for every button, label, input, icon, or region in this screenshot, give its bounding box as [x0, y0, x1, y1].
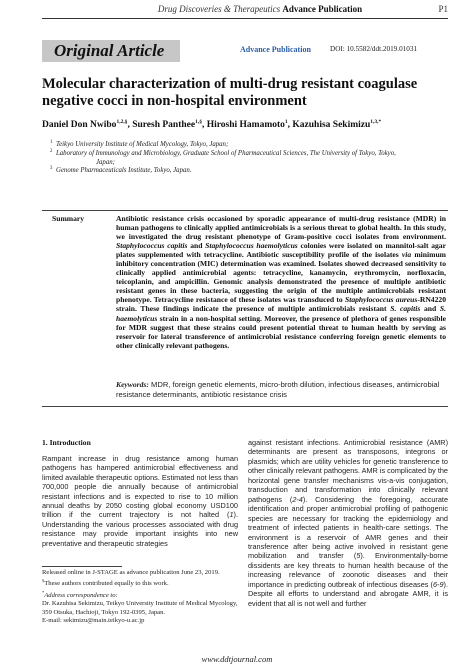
running-head	[110, 4, 410, 14]
keywords-label: Keywords:	[116, 380, 149, 389]
author-affil-marker: 1	[284, 119, 288, 125]
journal-url[interactable]: www.ddtjournal.com	[201, 654, 273, 664]
affiliation: 2 Laboratory of Immunology and Microbiology, Graduate School of Pharmaceutical Sciences, The University of Tokyo, Tokyo, Japan;	[50, 148, 396, 166]
article-type-badge: Original Article	[42, 40, 180, 62]
release-note: Released online in J-STAGE as advance publication June 23, 2019.	[42, 569, 220, 576]
correspondence-email[interactable]: E-mail: sekimizu@main.teikyo-u.ac.jp	[42, 616, 145, 624]
header-rule	[42, 18, 448, 19]
summary-top-rule	[42, 210, 448, 211]
author-affil-marker: 1,§	[195, 119, 202, 125]
summary-label: Summary	[52, 214, 85, 223]
author-list: Daniel Don Nwibo$^{1,2,\S}$, Suresh Panthee$^{1,\S}$, Hiroshi Hamamoto$^1$, Kazuhisa Sekimizu$^{1,3,*}$	[42, 119, 382, 131]
keywords	[116, 380, 446, 399]
summary-text: Antibiotic resistance crisis occasioned by sporadic appearance of multi-drug resistance (MDR) in human pathogens to clinically applied antimicrobials is a serious threat to global health. In this study, we investigated the drug resistant phenotype of Gram-positive cocci isolates from environment. Staphylococcus capitis and Staphylococcus haemolyticus colonies were isolated on mannitol-salt agar plates supplemented with tetracycline. Antibiotic susceptibility profile of the isolates via minimum inhibitory concentration (MIC) determination was examined. Isolates showed decreased sensitivity to clinically applied antimicrobial agents: tetracycline, kanamycin, erythromycin, norfloxacin, teicoplanin, and ampicillin. Genomic analysis demonstrated the presence of multiple antibiotic resistant genes in these bacteria, suggesting the origin of the multiple antimicrobials resistant phenotype. Tetracycline resistance of these isolates was transduced to Staphylococcus aureus-RN4220 strain. These findings indicate the presence of multiple antimicrobials resistant S. capitis and S. haemolyticus strain in a non-hospital setting. Moreover, the presence of plethora of genes responsible for MDR suggest that these strains could present potential threat to human health by serving as reservoir for lateral transference of antimicrobial resistance conferring foreign genetic elements to other clinically relevant pathogens.	[116, 214, 446, 350]
author-affil-marker: 1,2,§	[116, 119, 128, 125]
intro-left-column: Rampant increase in drug resistance among human pathogens has hampered antimicrobial effectiveness and limited available therapeutic options. Estimated not less than 700,000 people die annually because of antimicrobial resistant infections and is expected to rise to 10 million annual deaths by 2050 costing global economy USD100 trillion if the current trajectory is not halted (1). Understanding the various processes associated with drug resistance may provide important insights into new preventative and therapeutic strategies	[42, 454, 238, 548]
article-title: Molecular characterization of multi-drug resistant coagulase negative cocci in non-hospital environment	[42, 76, 418, 109]
keywords-list: MDR, foreign genetic elements, micro-broth dilution, infectious diseases, antimicrobial resistance determinants, antibiotic resistance crisis	[116, 380, 440, 399]
author-name: Hiroshi Hamamoto	[206, 120, 285, 131]
citation: 6-9	[432, 579, 444, 589]
doi-label: DOI: 10.5582/ddt.2019.01031	[330, 45, 418, 53]
page-number: P1	[438, 4, 448, 14]
citation: 2-4	[292, 494, 303, 504]
author-name: Suresh Panthee	[132, 120, 196, 131]
author-name: Daniel Don Nwibo	[42, 120, 117, 131]
correspondence-label: *Address correspondence to:	[42, 589, 118, 599]
publication-tag: Advance Publication	[282, 4, 363, 14]
equal-contribution-note: §These authors contributed equally to this work.	[42, 578, 169, 588]
citation: 1	[229, 510, 234, 520]
footnote-rule	[42, 566, 122, 567]
affiliations	[52, 141, 452, 176]
affiliation: 3 Genome Pharmaceuticals Institute, Tokyo, Japan.	[50, 166, 192, 175]
intro-right-column: against resistant infections. Antimicrobial resistance (AMR) determinants are present as transposons, integrons or plasmids; which are utility vehicles for genetic transference to other clinically relevant pathogens. AMR is complicated by the horizontal gene transfer mechanisms vis-a-vis conjugation, transduction and transformation into clinically relevant pathogens (2-4). Considering the foregoing, accurate identification and proper antimicrobial profiling of pathogenic species are necessary for tracking the epidemiology and treatment of infected patients in health-care settings. The environment is a reservoir of AMR genes and their transference after being active involved in resistant gene mobilization and transfer (5). Environmentally-borne dissidents are key threats to human health because of the increasing relevance of zoonotic diseases and their importance in predicting outbreak of infectious diseases (6-9). Despite all efforts to understand and abrogate AMR, it is evident that all is not well and further	[248, 438, 449, 608]
citation: 5	[356, 551, 361, 561]
advance-publication-label: Advance Publication	[240, 45, 311, 54]
correspondence-address: Dr. Kazuhisa Sekimizu, Teikyo University Institute of Medical Mycology, 359 Otsuka, Hachioji, Tokyo 192-0395, Japan.	[42, 600, 238, 616]
author-name: Kazuhisa Sekimizu	[292, 120, 371, 131]
author-affil-marker: 1,3,*	[370, 119, 382, 125]
journal-name: Drug Discoveries & Therapeutics	[157, 4, 281, 14]
affiliation: 1 Teikyo University Institute of Medical Mycology, Tokyo, Japan;	[50, 140, 229, 148]
section-heading: 1. Introduction	[42, 438, 91, 447]
footnotes	[42, 569, 238, 625]
summary-bottom-rule	[42, 406, 448, 407]
